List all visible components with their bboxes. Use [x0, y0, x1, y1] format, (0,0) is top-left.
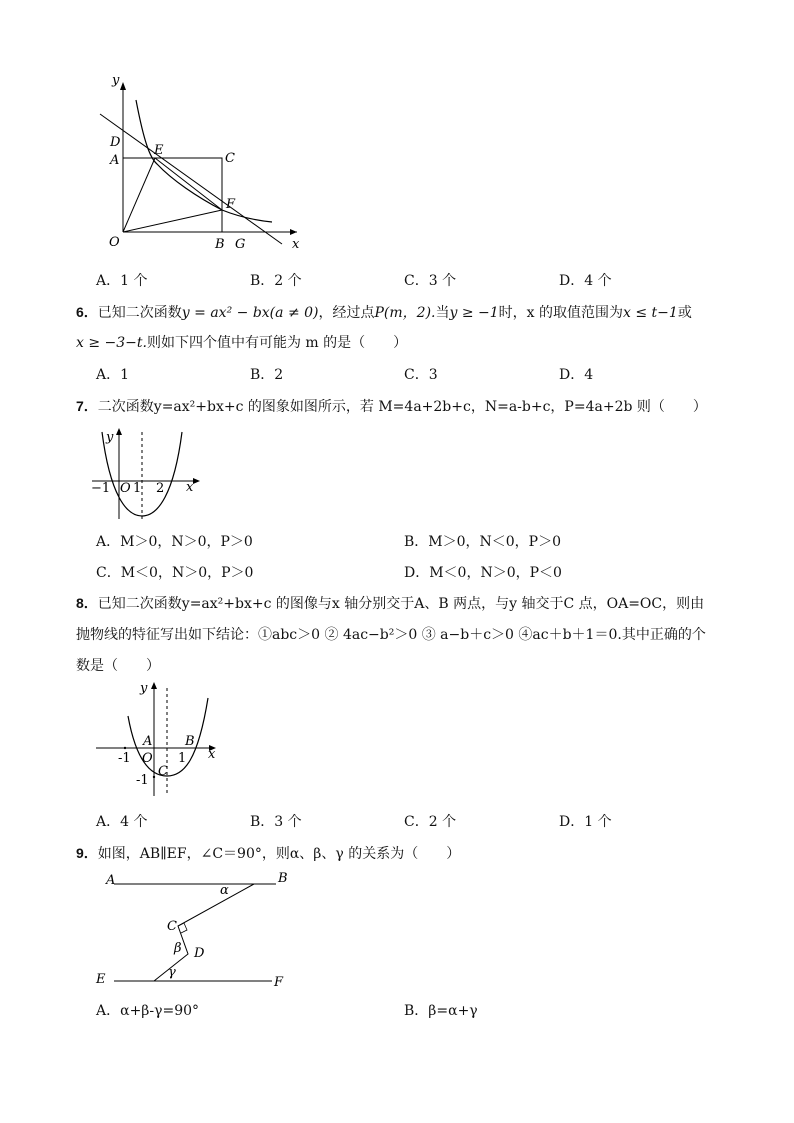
q6-math-4: x ≤ t−1: [623, 305, 678, 321]
segment-of: [123, 210, 222, 232]
label-f: F: [226, 197, 236, 212]
y-axis-arrow-icon: [151, 682, 157, 689]
q7-number: 7．: [76, 398, 98, 414]
label-a: A: [106, 873, 116, 888]
label-o: O: [120, 481, 131, 496]
label-beta: β: [174, 941, 182, 956]
label-x: x: [208, 747, 216, 762]
label-o: O: [142, 751, 153, 766]
q6-math-2: P(m，2).: [374, 305, 436, 321]
q9-option-b[interactable]: B．β=α+γ: [404, 1003, 478, 1019]
q5-figure: [92, 72, 312, 257]
label-e: E: [96, 972, 106, 987]
q9-option-a[interactable]: A．α+β-γ=90°: [96, 1003, 200, 1019]
label-one: 1: [178, 751, 187, 766]
q9-text: 如图，AB∥EF，∠C＝90°，则α、β、γ 的关系为（ ）: [97, 846, 461, 862]
label-two: 2: [156, 481, 165, 496]
q9-line1: [76, 843, 460, 863]
q7-option-d[interactable]: D．M＜0，N＞0，P＜0: [404, 565, 562, 581]
label-b: B: [185, 734, 195, 749]
q6-text-b: ，经过点: [318, 305, 375, 321]
label-c: C: [225, 151, 235, 166]
segment-ef: [155, 158, 222, 210]
label-c: C: [167, 919, 177, 934]
label-one: 1: [133, 481, 142, 496]
q6-math-5: x ≥ −3−t.: [76, 335, 147, 351]
label-f: F: [274, 975, 284, 990]
y-axis-arrow-icon: [116, 428, 122, 435]
label-o: O: [109, 235, 120, 250]
q6-line2: [76, 332, 407, 352]
label-x: x: [292, 237, 300, 252]
q8-line2: 抛物线的特征写出如下结论：①abc＞0 ② 4ac−b²＞0 ③ a−b＋c＞0 ④ac＋b＋1＝0.其中正确的个: [76, 627, 706, 643]
label-y: y: [106, 430, 114, 445]
x-axis-arrow-icon: [193, 478, 200, 484]
q9-number: 9．: [76, 845, 98, 861]
q8-line3: 数是（ ）: [76, 658, 160, 674]
q8-option-d[interactable]: D．1 个: [559, 814, 612, 830]
label-b: B: [215, 237, 225, 252]
q6-text-f: 则如下四个值中有可能为 m 的是（ ）: [146, 335, 408, 351]
label-gamma: γ: [168, 965, 176, 980]
q7-option-c[interactable]: C．M＜0，N＞0，P＞0: [96, 565, 254, 581]
q6-option-a[interactable]: A．1: [96, 367, 130, 383]
q6-option-b[interactable]: B．2: [250, 367, 284, 383]
q8-figure: [92, 678, 222, 800]
label-x: x: [186, 480, 194, 495]
q8-text-1: 已知二次函数y=ax²+bx+c 的图像与x 轴分别交于A、B 两点，与y 轴交于C 点，OA=OC，则由: [97, 596, 705, 612]
q5-option-b[interactable]: B．2 个: [250, 273, 302, 289]
parabola: [128, 698, 208, 776]
q5-option-c[interactable]: C．3 个: [404, 273, 457, 289]
q8-option-a[interactable]: A．4 个: [96, 814, 148, 830]
segment-oe: [123, 158, 155, 232]
label-a: A: [143, 734, 153, 749]
q6-text-a: 已知二次函数: [97, 305, 182, 321]
q7-option-b[interactable]: B．M＞0，N＜0，P＞0: [404, 534, 562, 550]
q5-option-d[interactable]: D．4 个: [559, 273, 612, 289]
q6-text-d: 时，x 的取值范围为: [498, 305, 624, 321]
q8-line1: [76, 593, 704, 613]
label-y: y: [112, 73, 120, 88]
label-yneg1: -1: [136, 773, 149, 788]
q6-text-e: 或: [677, 305, 692, 321]
x-axis-arrow-icon: [290, 229, 297, 235]
q6-math-1: y = ax² − bx(a ≠ 0): [181, 305, 319, 321]
right-angle-mark: [178, 923, 187, 933]
q6-number: 6．: [76, 304, 98, 320]
q7-figure: [88, 424, 208, 524]
q6-option-d[interactable]: D．4: [559, 367, 594, 383]
label-y: y: [140, 681, 148, 696]
label-a: A: [110, 153, 120, 168]
q6-option-c[interactable]: C．3: [404, 367, 438, 383]
q6-line1: [76, 302, 692, 322]
q7-line1: [76, 396, 707, 416]
label-d: D: [110, 135, 121, 150]
q6-text-c: 当: [435, 305, 450, 321]
tick-yneg1: [153, 776, 155, 778]
q5-option-a[interactable]: A．1 个: [96, 273, 148, 289]
label-d: D: [194, 946, 205, 961]
q8-option-b[interactable]: B．3 个: [250, 814, 302, 830]
q6-math-3: y ≥ −1: [449, 305, 499, 321]
y-axis-arrow-icon: [120, 82, 126, 90]
label-g: G: [235, 237, 246, 252]
label-neg1: -1: [118, 751, 131, 766]
hyperbola: [136, 100, 272, 222]
q7-text: 二次函数y=ax²+bx+c 的图象如图所示，若 M=4a+2b+c，N=a-b+c，P=4a+2b 则（ ）: [97, 399, 707, 415]
label-c: C: [158, 764, 168, 779]
label-e: E: [154, 143, 164, 158]
line-dg: [100, 114, 282, 244]
q9-figure: [92, 864, 292, 996]
q7-option-a[interactable]: A．M＞0，N＞0，P＞0: [96, 534, 253, 550]
tick-neg1: [124, 747, 126, 749]
q8-option-c[interactable]: C．2 个: [404, 814, 457, 830]
label-neg1: −1: [91, 481, 111, 496]
label-b: B: [278, 871, 288, 886]
label-alpha: α: [220, 883, 229, 898]
q8-number: 8．: [76, 595, 98, 611]
